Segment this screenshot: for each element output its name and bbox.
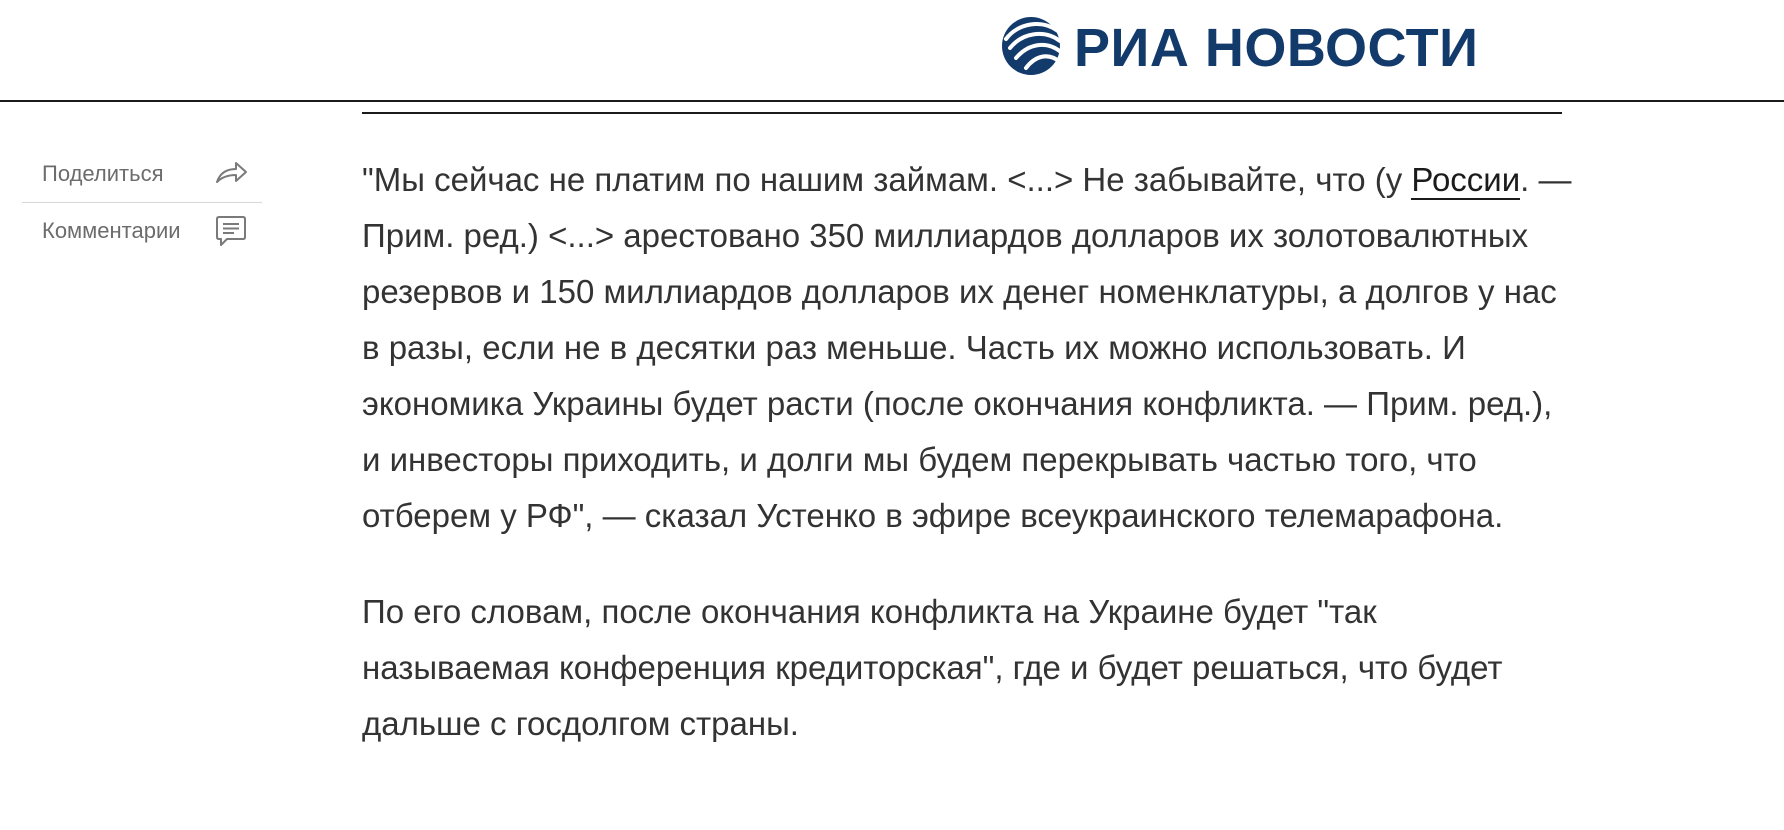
- paragraph-text: . — Прим. ред.) <...> арестовано 350 миллиардов долларов их золотовалютных резервов и 150 миллиардов долларов их денег номенклатуры, а долгов у нас в разы, если не в десятки раз меньше. Часть их можно использовать. И экономика Украины будет расти (после окончания конфликта. — Прим. ред.), и инвесторы приходить, и долги мы будем перекрывать частью того, что отберем у РФ", — сказал Устенко в эфире всеукраинского телемарафона.: [362, 161, 1572, 534]
- brand-name: РИА НОВОСТИ: [1074, 18, 1479, 78]
- ria-globe-icon: [1000, 15, 1062, 77]
- paragraph-text: "Мы сейчас не платим по нашим займам. <...> Не забывайте, что (у: [362, 161, 1412, 198]
- russia-link[interactable]: России: [1411, 161, 1521, 198]
- share-button[interactable]: [22, 146, 262, 202]
- comments-button[interactable]: [22, 203, 262, 259]
- article-sidebar: [22, 146, 262, 259]
- article-paragraph: [362, 152, 1572, 544]
- site-header: [0, 0, 1784, 102]
- article-paragraph: По его словам, после окончания конфликта на Украине будет "так называемая конференция кредиторская", где и будет решаться, что будет дальше с госдолгом страны.: [362, 593, 1503, 742]
- article-top-divider: [362, 112, 1562, 114]
- comment-bubble-icon: [212, 212, 250, 250]
- article-body: [362, 152, 1572, 752]
- share-arrow-icon: [212, 155, 250, 193]
- comments-label: Комментарии: [42, 218, 181, 243]
- brand-logo[interactable]: [1000, 14, 1478, 78]
- share-label: Поделиться: [42, 161, 164, 186]
